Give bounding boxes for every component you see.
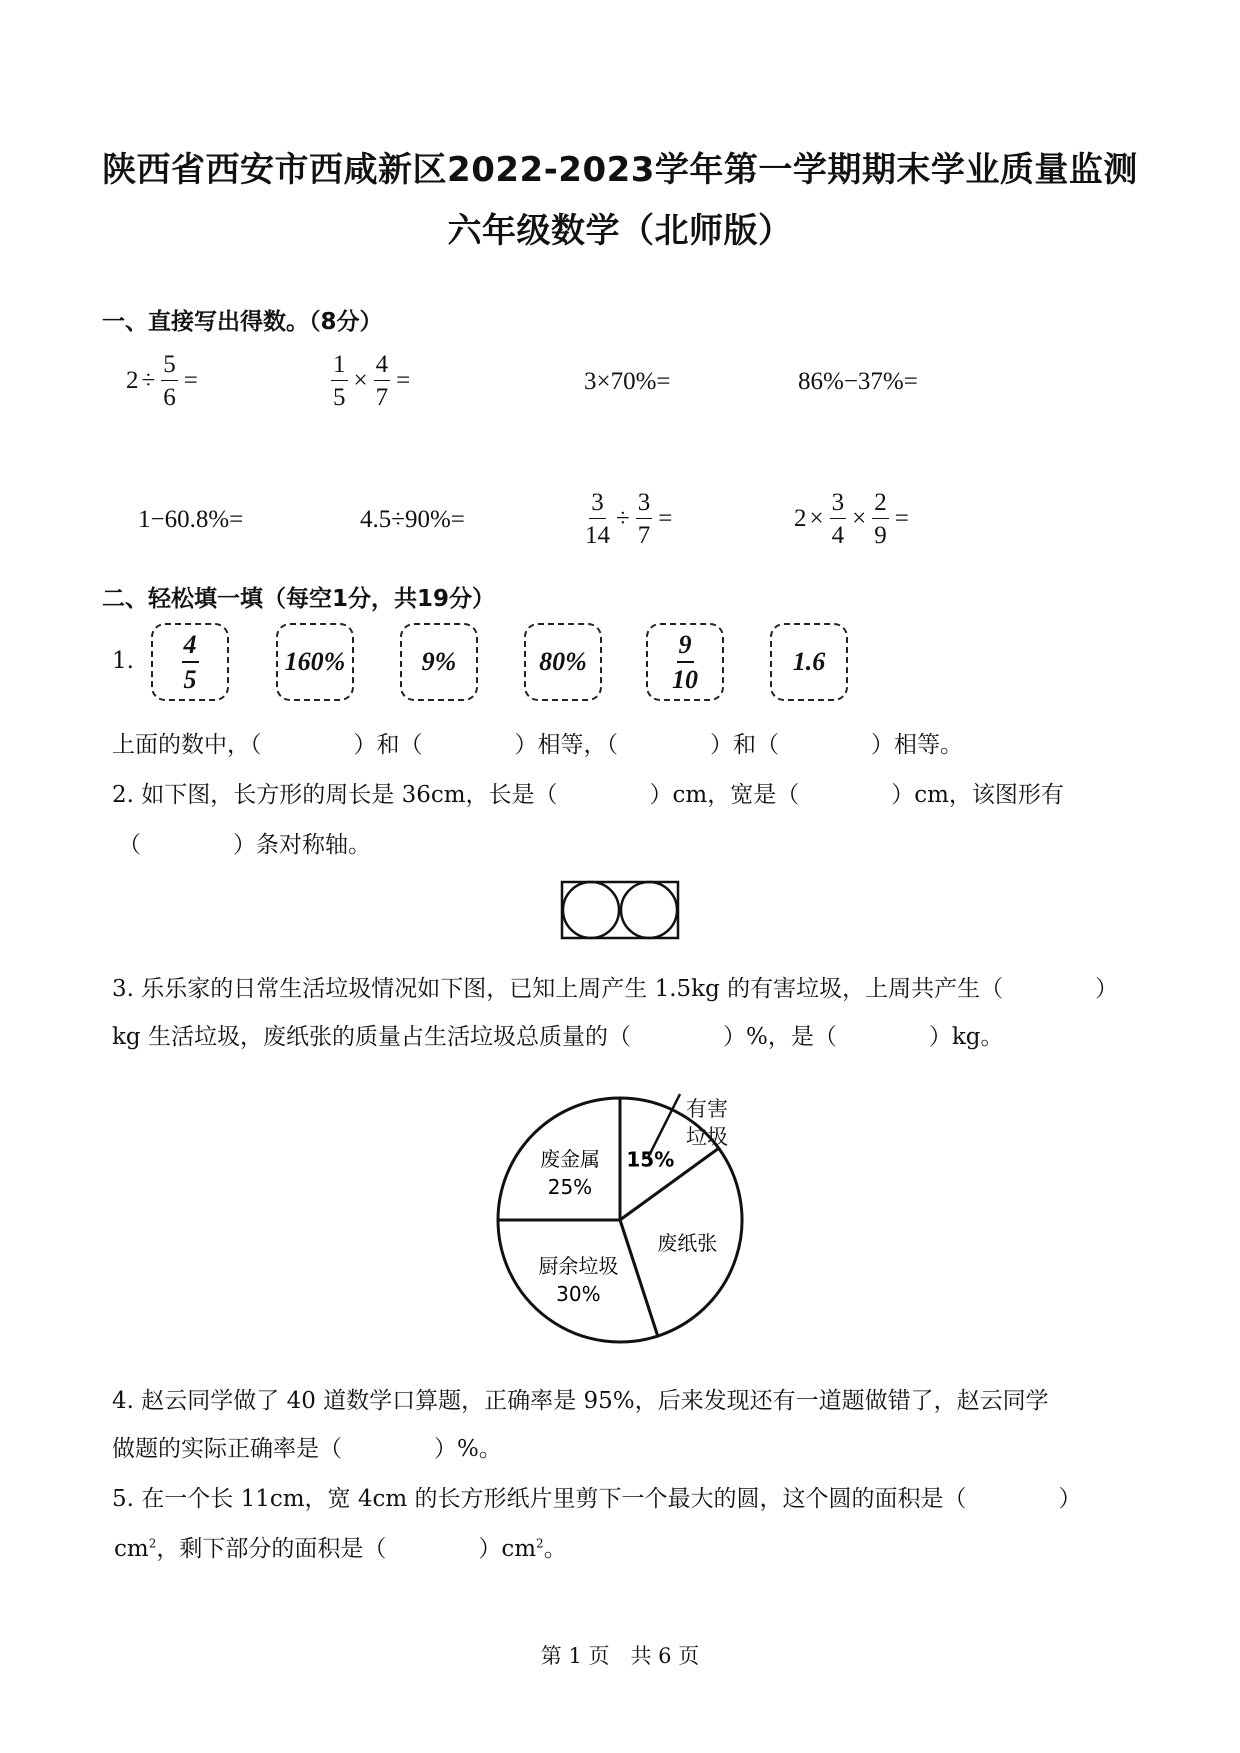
question-4-line-2: 做题的实际正确率是（ ）%。 — [112, 1436, 502, 1462]
number-card-4-5 — [151, 623, 229, 701]
calc-operator: ÷ — [616, 505, 630, 532]
calc-item-5: 1−60.8%= — [138, 506, 244, 533]
fraction-numerator: 3 — [636, 490, 653, 519]
calc-fraction — [585, 490, 610, 548]
pie-value-label: 25% — [547, 1174, 593, 1199]
fraction-denominator: 7 — [375, 384, 389, 411]
calc-operator: × — [353, 367, 368, 394]
question-5-line-2 — [114, 1530, 567, 1563]
rectangle-two-circles-figure — [560, 876, 684, 944]
pie-category-label: 废金属 — [539, 1146, 600, 1171]
question-5-line-1: 5. 在一个长 11cm，宽 4cm 的长方形纸片里剪下一个最大的圆，这个圆的面积是（ ） — [112, 1486, 1082, 1512]
title-line-1: 陕西省西安市西咸新区2022-2023学年第一学期期末学业质量监测 — [102, 150, 1138, 190]
card-fraction — [182, 629, 199, 694]
calc-operator: × — [809, 505, 824, 532]
fraction-numerator: 2 — [872, 490, 889, 519]
calc-fraction — [830, 490, 847, 548]
calc-item-3: 3×70%= — [584, 368, 671, 395]
fraction-denominator: 9 — [874, 522, 887, 549]
calc-fraction — [872, 490, 889, 548]
section-2-heading: 二、轻松填一填（每空1分，共19分） — [102, 586, 496, 612]
calc-fraction — [636, 490, 653, 548]
calc-item-4: 86%−37%= — [798, 368, 918, 395]
calc-equals: = — [658, 505, 673, 532]
calc-whole: 2 — [794, 505, 807, 532]
fraction-numerator: 4 — [182, 632, 199, 663]
pie-category-label: 厨余垃圾 — [538, 1254, 619, 1279]
calc-fraction — [331, 352, 348, 410]
calc-equals: = — [894, 505, 909, 532]
superscript-2: 2 — [536, 1536, 544, 1551]
pie-value-label: 30% — [556, 1282, 601, 1307]
question-5-remaining: ，剩下部分的面积是（ ）cm — [156, 1536, 537, 1562]
fraction-numerator: 5 — [161, 352, 178, 381]
pie-category-label: 废纸张 — [657, 1230, 718, 1255]
superscript-2: 2 — [148, 1536, 157, 1551]
fraction-numerator: 9 — [677, 632, 694, 663]
pie-value-label: 15% — [626, 1147, 675, 1172]
section-1-heading: 一、直接写出得数。（8分） — [102, 309, 383, 335]
number-card-9-percent: 9% — [400, 623, 478, 701]
calc-fraction — [161, 352, 178, 410]
fraction-denominator: 4 — [831, 522, 845, 549]
question-2-line-2: （ ）条对称轴。 — [118, 832, 371, 858]
right-circle — [621, 882, 677, 938]
fraction-denominator: 7 — [637, 522, 651, 549]
calc-item-1 — [126, 352, 201, 410]
fraction-numerator: 3 — [589, 490, 606, 519]
calc-operator: ÷ — [141, 367, 156, 394]
calc-operator: × — [852, 505, 867, 532]
title-line-2: 六年级数学（北师版） — [447, 211, 793, 251]
number-card-1-point-6: 1.6 — [770, 623, 848, 701]
period: 。 — [543, 1536, 567, 1562]
fraction-denominator: 14 — [585, 522, 610, 549]
calc-item-7 — [582, 490, 675, 548]
unit-cm: cm — [114, 1536, 149, 1562]
fraction-denominator: 5 — [183, 664, 197, 694]
fraction-denominator: 5 — [333, 384, 346, 411]
fraction-numerator: 4 — [374, 352, 391, 381]
page-footer: 第 1 页 共 6 页 — [540, 1644, 700, 1668]
fraction-numerator: 3 — [830, 490, 847, 519]
fraction-numerator: 1 — [331, 352, 348, 381]
fraction-denominator: 6 — [163, 384, 176, 411]
calc-fraction — [374, 352, 391, 410]
question-1-number: 1. — [112, 648, 134, 674]
callout-label-line-1: 有害 — [686, 1097, 728, 1121]
number-card-160-percent: 160% — [276, 623, 354, 701]
calc-whole: 2 — [126, 367, 139, 394]
question-3-line-2: kg 生活垃圾，废纸张的质量占生活垃圾总质量的（ ）%，是（ ）kg。 — [112, 1024, 1004, 1050]
calc-item-6: 4.5÷90%= — [360, 506, 465, 533]
callout-svg — [660, 1092, 740, 1168]
question-3-line-1: 3. 乐乐家的日常生活垃圾情况如下图，已知上周产生 1.5kg 的有害垃圾，上周共产生（ ） — [112, 976, 1119, 1002]
fraction-denominator: 10 — [672, 664, 698, 694]
card-fraction — [672, 629, 698, 694]
number-card-80-percent: 80% — [524, 623, 602, 701]
callout-label-line-2: 垃圾 — [686, 1125, 728, 1149]
calc-equals: = — [183, 367, 198, 394]
question-1-text: 上面的数中，（ ）和（ ）相等，（ ）和（ ）相等。 — [112, 732, 963, 758]
question-2-line-1: 2. 如下图，长方形的周长是 36cm，长是（ ）cm，宽是（ ）cm，该图形有 — [112, 782, 1064, 808]
number-card-9-10 — [646, 623, 724, 701]
calc-item-2 — [328, 352, 413, 410]
calc-equals: = — [396, 367, 411, 394]
question-4-line-1: 4. 赵云同学做了 40 道数学口算题，正确率是 95%，后来发现还有一道题做错了，赵云同学 — [112, 1388, 1049, 1414]
left-circle — [563, 882, 619, 938]
calc-item-8 — [794, 490, 912, 548]
